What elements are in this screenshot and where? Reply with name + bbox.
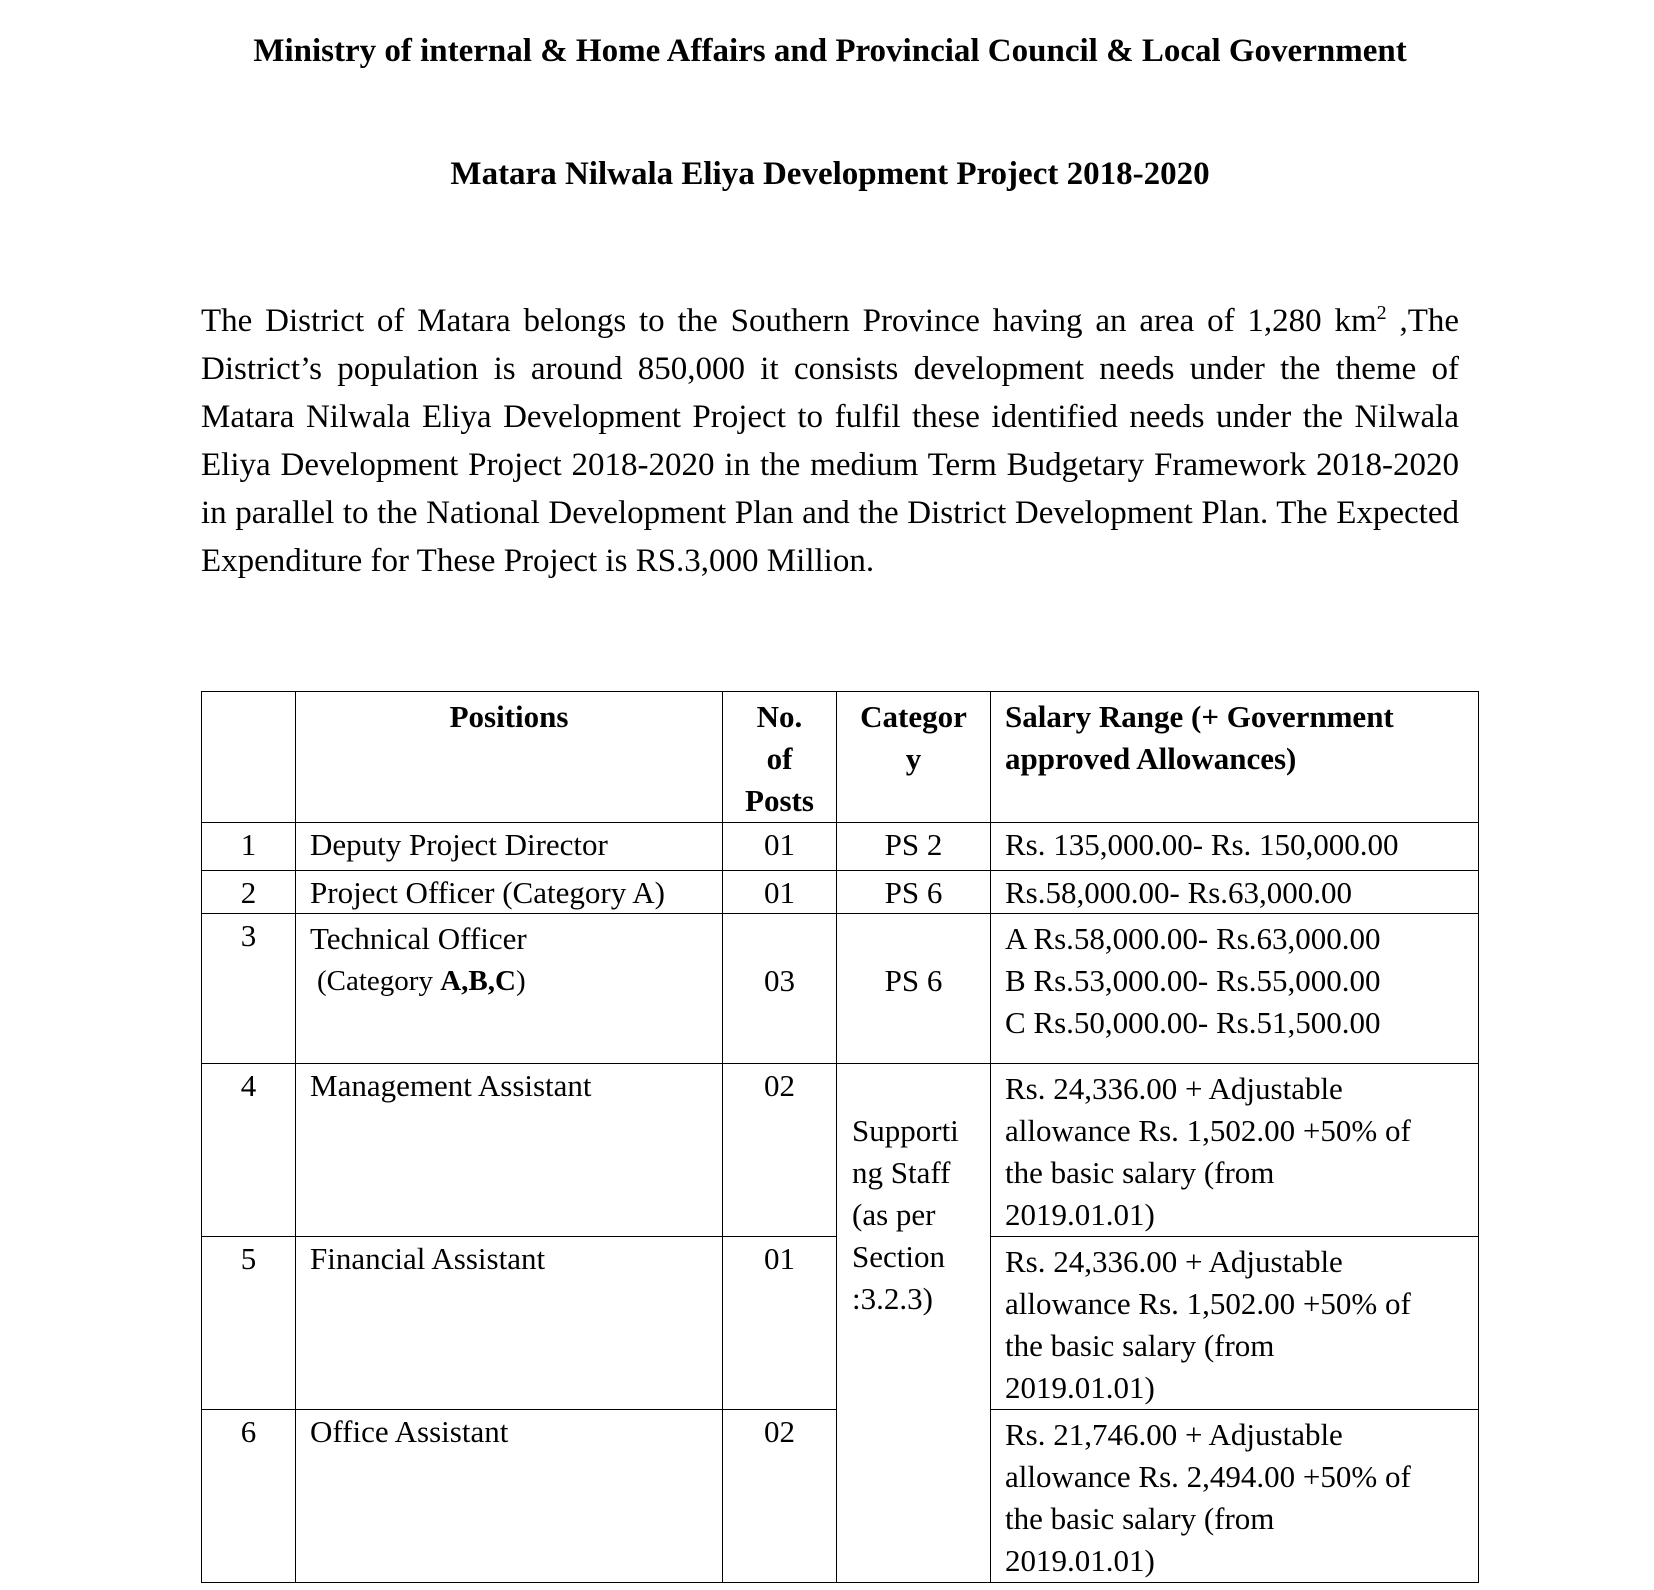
row-posts: 01 [723,871,837,914]
row-position-sub [310,960,722,1002]
supporting-line-5: :3.2.3) [852,1281,933,1316]
row-position: Management Assistant [296,1064,723,1237]
salary-b: B Rs.53,000.00- Rs.55,000.00 [1005,963,1381,998]
salary-line-3: the basic salary (from [1005,1155,1275,1190]
salary-line-4: 2019.01.01) [1005,1543,1155,1578]
row-salary [991,914,1479,1064]
header-salary-range: Salary Range (+ Government approved Allowances) [991,692,1479,823]
row-posts [723,914,837,1064]
header-no-of-posts [723,692,837,823]
salary-line-1: Rs. 24,336.00 + Adjustable [1005,1244,1343,1279]
row-position-main: Technical Officer [310,921,527,956]
row-salary [991,1064,1479,1237]
row-position-sub-bold: A,B,C [440,965,516,997]
row-category-value: PS 6 [884,963,943,998]
row-number: 4 [202,1064,296,1237]
salary-line-2: allowance Rs. 1,502.00 +50% of [1005,1286,1411,1321]
salary-line-2: allowance Rs. 2,494.00 +50% of [1005,1459,1411,1494]
salary-line-3: the basic salary (from [1005,1501,1275,1536]
intro-superscript: 2 [1376,302,1387,324]
salary-c: C Rs.50,000.00- Rs.51,500.00 [1005,1005,1381,1040]
intro-text-2: ,The District’s population is around 850,000 it consists development needs under the theme of Matara Nilwala Eliya Development Project to fulfil these identified needs under the Nilwala Eliya Development Project 2018-2020 in the medium Term Budgetary Framework 2018-2020 in parallel to the National Development Plan and the District Development Plan. The Expected Expenditure for These Project is RS.3,000 Million. [201,303,1460,579]
row-position: Project Officer (Category A) [296,871,723,914]
row-number: 3 [202,914,296,1064]
row-posts: 01 [723,823,837,871]
ministry-title: Ministry of internal & Home Affairs and Provincial Council & Local Government [253,33,1407,69]
row-salary [991,1410,1479,1583]
row-position [296,914,723,1064]
header-positions: Positions [296,692,723,823]
supporting-line-1: Supporti [852,1113,959,1148]
row-posts: 01 [723,1237,837,1410]
row-number: 1 [202,823,296,871]
salary-line-4: 2019.01.01) [1005,1370,1155,1405]
supporting-line-4: Section [852,1239,945,1274]
table-row [202,871,1479,914]
salary-line-1: Rs. 21,746.00 + Adjustable [1005,1417,1343,1452]
header-posts-line-2: of [766,741,793,776]
row-category: PS 6 [837,871,991,914]
row-category-supporting-staff [837,1064,991,1583]
header-category-line-2: y [905,741,922,776]
row-position: Office Assistant [296,1410,723,1583]
salary-line-1: Rs. 24,336.00 + Adjustable [1005,1071,1343,1106]
table-row [202,1064,1479,1237]
header-category [837,692,991,823]
row-position-sub-suffix: ) [515,965,526,997]
row-position: Deputy Project Director [296,823,723,871]
project-title: Matara Nilwala Eliya Development Project 2018-2020 [450,156,1210,192]
row-number: 6 [202,1410,296,1583]
row-position-sub-prefix: (Category [317,965,441,997]
row-number: 5 [202,1237,296,1410]
supporting-line-3: (as per [852,1197,936,1232]
header-category-line-1: Categor [860,699,967,734]
table-row [202,914,1479,1064]
row-salary: Rs.58,000.00- Rs.63,000.00 [991,871,1479,914]
positions-table [201,691,1479,1583]
table-header-row [202,692,1479,823]
row-number: 2 [202,871,296,914]
row-posts: 02 [723,1064,837,1237]
table-row [202,823,1479,871]
intro-paragraph [201,297,1459,585]
row-category: PS 2 [837,823,991,871]
salary-line-2: allowance Rs. 1,502.00 +50% of [1005,1113,1411,1148]
salary-a: A Rs.58,000.00- Rs.63,000.00 [1005,921,1381,956]
supporting-line-2: ng Staff [852,1155,951,1190]
header-posts-line-3: Posts [745,783,814,818]
row-salary [991,1237,1479,1410]
salary-line-4: 2019.01.01) [1005,1197,1155,1232]
salary-line-3: the basic salary (from [1005,1328,1275,1363]
intro-text-1: The District of Matara belongs to the Southern Province having an area of 1,280 km [201,303,1377,339]
row-category [837,914,991,1064]
row-posts-value: 03 [764,963,795,998]
row-posts: 02 [723,1410,837,1583]
row-position: Financial Assistant [296,1237,723,1410]
header-number [202,692,296,823]
header-posts-line-1: No. [756,699,803,734]
row-salary: Rs. 135,000.00- Rs. 150,000.00 [991,823,1479,871]
